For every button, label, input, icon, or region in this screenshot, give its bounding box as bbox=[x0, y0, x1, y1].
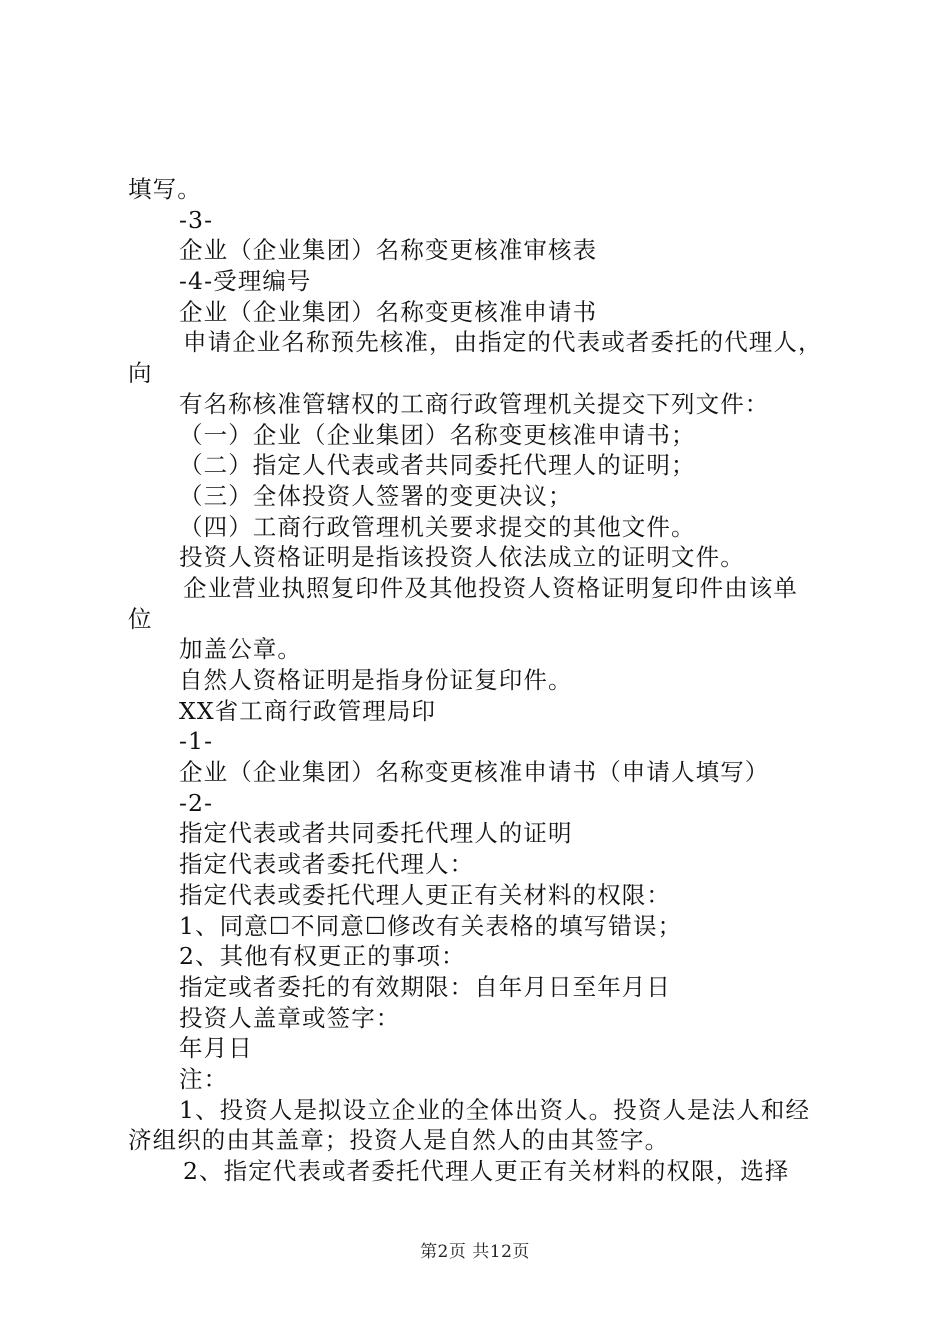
paragraph-submit-documents: 有名称核准管辖权的工商行政管理机关提交下列文件： bbox=[179, 389, 770, 418]
paragraph-application-intro-wrap: 向 bbox=[128, 359, 153, 388]
field-correction-authority: 指定代表或委托代理人更正有关材料的权限： bbox=[179, 880, 671, 909]
field-date: 年月日 bbox=[179, 1034, 253, 1063]
note-item-2: 2、指定代表或者委托代理人更正有关材料的权限，选择 bbox=[183, 1157, 790, 1185]
page-marker-2: -2- bbox=[179, 788, 214, 817]
note-heading: 注： bbox=[179, 1064, 229, 1093]
field-designated-representative: 指定代表或者委托代理人： bbox=[179, 850, 475, 879]
paragraph-investor-qualification: 投资人资格证明是指该投资人依法成立的证明文件。 bbox=[179, 543, 745, 572]
page-marker-4-acceptance-number: -4-受理编号 bbox=[179, 267, 312, 296]
list-item-3: （三）全体投资人签署的变更决议； bbox=[179, 481, 573, 510]
field-validity-period: 指定或者委托的有效期限：自年月日至年月日 bbox=[179, 972, 671, 1001]
field-investor-signature: 投资人盖章或签字： bbox=[179, 1003, 401, 1032]
heading-application-applicant: 企业（企业集团）名称变更核准申请书（申请人填写） bbox=[179, 758, 770, 787]
note-item-1-wrap: 济组织的由其盖章；投资人是自然人的由其签字。 bbox=[128, 1126, 670, 1155]
heading-proxy-certificate: 指定代表或者共同委托代理人的证明 bbox=[179, 819, 573, 848]
paragraph-official-seal: 加盖公章。 bbox=[179, 635, 302, 664]
paragraph-natural-person: 自然人资格证明是指身份证复印件。 bbox=[179, 666, 573, 694]
document-body bbox=[128, 174, 840, 1187]
list-item-1: （一）企业（企业集团）名称变更核准申请书； bbox=[179, 420, 696, 449]
option-other-matters: 2、其他有权更正的事项： bbox=[179, 942, 466, 971]
paragraph-license-copies-wrap: 位 bbox=[128, 604, 153, 633]
page-marker-3: -3- bbox=[179, 205, 214, 234]
page-footer: 第2页 共12页 bbox=[420, 1242, 530, 1262]
heading-review-form: 企业（企业集团）名称变更核准审核表 bbox=[179, 236, 598, 265]
note-item-1: 1、投资人是拟设立企业的全体出资人。投资人是法人和经 bbox=[179, 1095, 811, 1124]
paragraph-license-copies: 企业营业执照复印件及其他投资人资格证明复印件由该单 bbox=[183, 573, 798, 602]
paragraph-application-intro: 申请企业名称预先核准，由指定的代表或者委托的代理人， bbox=[183, 328, 823, 357]
issuer-line: XX省工商行政管理局印 bbox=[179, 696, 437, 725]
text-line-fill-in: 填写。 bbox=[128, 175, 202, 203]
page-marker-1: -1- bbox=[179, 727, 214, 756]
list-item-2: （二）指定人代表或者共同委托代理人的证明； bbox=[179, 451, 696, 480]
heading-application-form: 企业（企业集团）名称变更核准申请书 bbox=[179, 297, 598, 326]
option-agree-modify: 1、同意☐不同意☐修改有关表格的填写错误； bbox=[179, 911, 683, 940]
list-item-4: （四）工商行政管理机关要求提交的其他文件。 bbox=[179, 512, 696, 541]
